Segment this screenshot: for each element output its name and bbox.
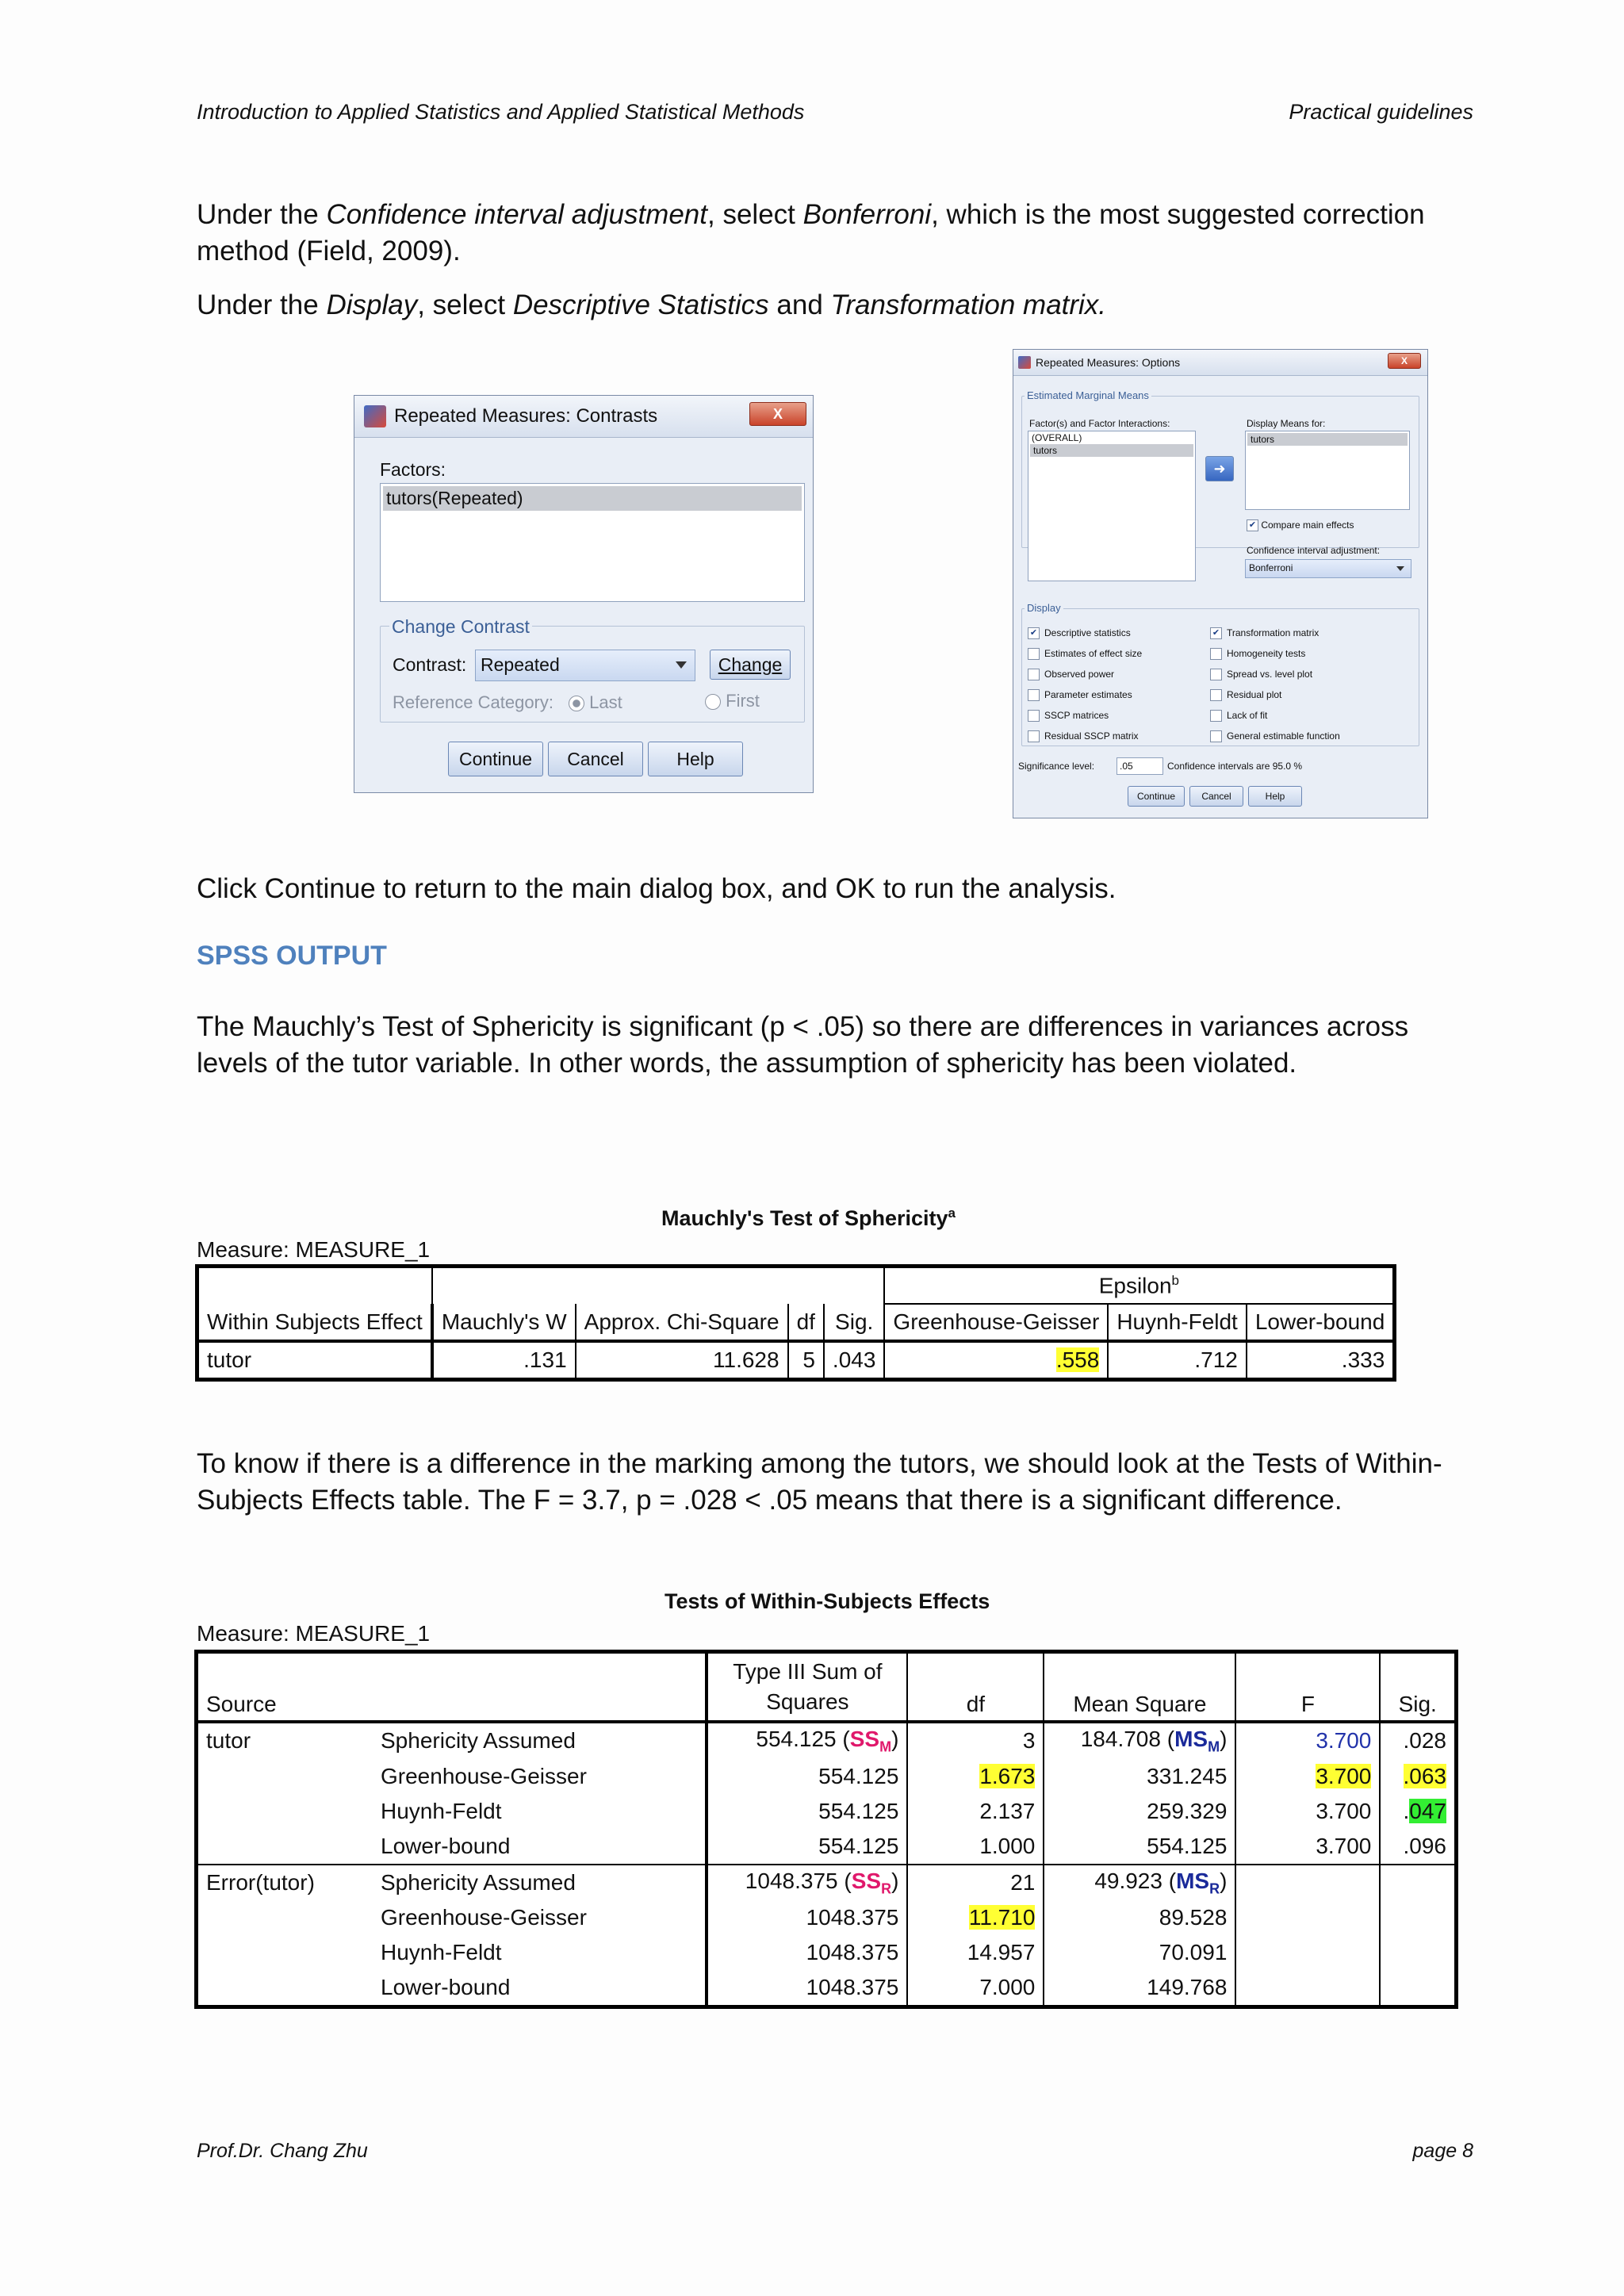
f-value: 3.700 <box>1316 1833 1372 1858</box>
tag-subscript: R <box>881 1880 892 1897</box>
value: 554.125 <box>756 1727 837 1751</box>
ss-cell <box>707 1865 907 1901</box>
checkbox-checked-icon: ✔ <box>1210 627 1222 639</box>
f-value: 3.700 <box>1316 1728 1372 1754</box>
value: 184.708 <box>1080 1727 1161 1751</box>
mauchly-header-2: Approx. Chi-Square <box>576 1304 788 1341</box>
df-value: 1.000 <box>979 1833 1036 1858</box>
f-cell <box>1235 1794 1380 1829</box>
df-value: 7.000 <box>979 1975 1036 2000</box>
f-value: 3.700 <box>1316 1798 1372 1823</box>
reference-category-label: Reference Category: <box>393 692 553 712</box>
display-left-checkbox-label: SSCP matrices <box>1044 710 1109 721</box>
options-titlebar <box>1013 350 1427 376</box>
mauchly-value: tutor <box>207 1347 252 1372</box>
ms-cell <box>1044 1829 1235 1865</box>
sig-header: Sig. <box>1398 1692 1437 1716</box>
mauchly-header-6: Huynh-Feldt <box>1108 1304 1247 1341</box>
wse-title: Tests of Within-Subjects Effects <box>665 1589 990 1613</box>
f-cell <box>1235 1900 1380 1935</box>
ms-cell <box>1044 1722 1235 1759</box>
effect-name: Greenhouse-Geisser <box>381 1763 587 1788</box>
table-row <box>197 1900 1457 1935</box>
close-icon[interactable]: X <box>1388 353 1421 369</box>
mauchly-cell-2 <box>576 1341 788 1380</box>
paragraph-within-subjects: To know if there is a difference in the marking among the tutors, we should look at the Tests of Within-Subjects Effects table. The F = 3.7, p = .028 < .05 means that there is a significant difference. <box>197 1448 1442 1516</box>
mauchly-cell-1 <box>432 1341 576 1380</box>
df-value: 3 <box>1022 1728 1036 1754</box>
df-cell <box>907 1794 1044 1829</box>
sig-cell <box>1380 1794 1456 1829</box>
wse-measure: Measure: MEASURE_1 <box>197 1621 431 1646</box>
value: 554.125 <box>818 1833 899 1858</box>
f-cell <box>1235 1935 1380 1970</box>
mauchly-measure: Measure: MEASURE_1 <box>197 1237 431 1262</box>
paren-open: ( <box>836 1727 850 1751</box>
df-value: 2.137 <box>979 1798 1036 1823</box>
close-icon[interactable]: X <box>749 402 806 426</box>
contrast-select[interactable]: Repeated <box>475 650 695 681</box>
mauchly-value: .131 <box>523 1347 567 1372</box>
value: 1048.375 <box>806 1905 899 1930</box>
compare-main-effects-checkbox[interactable]: ✔ Compare main effects <box>1247 519 1354 531</box>
sig-cell <box>1380 1970 1456 2007</box>
radio-first[interactable]: First <box>705 691 760 711</box>
ms-cell <box>1044 1759 1235 1794</box>
value: 554.125 <box>818 1763 899 1788</box>
help-button[interactable]: Help <box>1248 786 1302 807</box>
f-header: F <box>1235 1652 1380 1723</box>
value: 70.091 <box>1159 1940 1228 1965</box>
spss-app-icon <box>1018 356 1031 369</box>
paren-close: ) <box>891 1727 899 1751</box>
change-button[interactable]: Change <box>710 650 791 680</box>
checkbox-unchecked-icon <box>1210 730 1222 742</box>
table-row <box>197 1935 1457 1970</box>
spss-app-icon <box>364 405 386 427</box>
effect-cell <box>373 1759 707 1794</box>
factors-label: Factor(s) and Factor Interactions: <box>1029 418 1170 429</box>
mauchly-value: 11.628 <box>713 1347 779 1372</box>
checkbox-checked-icon: ✔ <box>1028 627 1040 639</box>
paragraph-ci-adjustment: Under the Confidence interval adjustment, select Bonferroni, which is the most suggested correction method (Field, 2009). <box>197 199 1425 266</box>
mauchly-header-3: df <box>788 1304 824 1341</box>
mauchly-header-4: Sig. <box>824 1304 885 1341</box>
chevron-down-icon <box>1396 566 1404 571</box>
display-left-checkbox-label: Residual SSCP matrix <box>1044 730 1139 742</box>
source-header: Source <box>197 1652 707 1723</box>
sig-value: . <box>1403 1798 1410 1823</box>
source-cell <box>197 1970 373 2007</box>
display-left-checkbox-0[interactable] <box>1028 623 1142 643</box>
table-row <box>197 1794 1457 1829</box>
cancel-button[interactable]: Cancel <box>1189 786 1243 807</box>
paren-open: ( <box>837 1868 852 1893</box>
display-right-checkbox-label: Spread vs. level plot <box>1227 669 1313 680</box>
checkbox-checked-icon: ✔ <box>1247 519 1258 531</box>
display-means-listbox[interactable] <box>1245 431 1410 510</box>
df-cell <box>907 1900 1044 1935</box>
table-row <box>197 1829 1457 1865</box>
value: 89.528 <box>1159 1905 1228 1930</box>
ms-cell <box>1044 1935 1235 1970</box>
display-left-checks <box>1028 623 1142 746</box>
display-group-title: Display <box>1025 602 1063 614</box>
display-right-checkbox-label: Transformation matrix <box>1227 627 1320 638</box>
effect-name: Lower-bound <box>381 1975 511 2000</box>
mauchly-value: 5 <box>802 1347 815 1372</box>
f-cell <box>1235 1759 1380 1794</box>
sig-cell <box>1380 1865 1456 1901</box>
significance-level-input[interactable]: .05 <box>1116 757 1163 775</box>
df-cell <box>907 1865 1044 1901</box>
contrast-label: Contrast: <box>393 654 467 675</box>
effect-cell <box>373 1829 707 1865</box>
f-cell <box>1235 1865 1380 1901</box>
value: 1048.375 <box>806 1940 899 1965</box>
factors-listbox[interactable] <box>1028 431 1196 581</box>
display-right-checkbox-2[interactable] <box>1210 664 1340 684</box>
paren-close: ) <box>891 1868 899 1893</box>
value: 1048.375 <box>806 1975 899 2000</box>
ci-percent-text: Confidence intervals are 95.0 % <box>1167 761 1303 772</box>
sig-value: .028 <box>1403 1728 1446 1754</box>
ms-cell <box>1044 1970 1235 2007</box>
f-cell <box>1235 1722 1380 1759</box>
mauchly-value: .558 <box>1055 1347 1100 1372</box>
continue-button[interactable]: Continue <box>1128 786 1185 807</box>
mauchly-cell-6 <box>1108 1341 1247 1380</box>
paragraph-display: Under the Display, select Descriptive Statistics and Transformation matrix. <box>197 289 1107 320</box>
source-cell <box>197 1759 373 1794</box>
effect-name: Huynh-Feldt <box>381 1940 502 1965</box>
display-left-checkbox-4[interactable] <box>1028 705 1142 726</box>
table-row <box>197 1865 1457 1901</box>
table-row <box>197 1759 1457 1794</box>
tag-subscript: M <box>879 1738 892 1755</box>
display-left-checkbox-label: Estimates of effect size <box>1044 648 1143 659</box>
ss-cell <box>707 1759 907 1794</box>
ss-cell <box>707 1829 907 1865</box>
factors-listbox[interactable] <box>380 483 805 602</box>
ms-cell <box>1044 1865 1235 1901</box>
mauchly-table <box>195 1264 1396 1382</box>
help-button[interactable]: Help <box>648 742 743 776</box>
paren-open: ( <box>1162 1868 1177 1893</box>
ci-adjustment-select[interactable]: Bonferroni <box>1245 559 1411 578</box>
value: 554.125 <box>818 1798 899 1823</box>
ms-cell <box>1044 1794 1235 1829</box>
effect-cell <box>373 1794 707 1829</box>
options-dialog <box>1013 349 1428 818</box>
paren-close: ) <box>1220 1868 1228 1893</box>
chevron-down-icon <box>676 661 687 669</box>
source-cell <box>197 1829 373 1865</box>
header-left: Introduction to Applied Statistics and Applied Statistical Methods <box>197 100 805 124</box>
display-right-checkbox-5[interactable] <box>1210 726 1340 746</box>
effect-cell <box>373 1865 707 1901</box>
tag: MS <box>1174 1727 1208 1751</box>
contrasts-titlebar <box>354 396 813 438</box>
mauchly-header-5: Greenhouse-Geisser <box>884 1304 1108 1341</box>
radio-last[interactable]: Last <box>569 692 622 713</box>
tag-subscript: M <box>1208 1738 1220 1755</box>
source-cell <box>197 1900 373 1935</box>
ss-cell <box>707 1794 907 1829</box>
df-cell <box>907 1759 1044 1794</box>
effect-name: Sphericity Assumed <box>381 1728 576 1754</box>
sig-cell <box>1380 1900 1456 1935</box>
section-heading: SPSS OUTPUT <box>197 941 387 971</box>
display-right-checkbox-3[interactable] <box>1210 684 1340 705</box>
display-left-checkbox-1[interactable] <box>1028 643 1142 664</box>
display-right-checkbox-label: Lack of fit <box>1227 710 1268 721</box>
factor-item[interactable]: tutors(Repeated) <box>383 486 802 511</box>
checkbox-unchecked-icon <box>1028 648 1040 660</box>
header-right: Practical guidelines <box>1289 100 1473 124</box>
df-value: 1.673 <box>979 1763 1036 1788</box>
df-cell <box>907 1935 1044 1970</box>
source-cell <box>197 1935 373 1970</box>
significance-level-label: Significance level: <box>1018 761 1095 772</box>
display-right-checkbox-label: Homogeneity tests <box>1227 648 1306 659</box>
paren-open: ( <box>1160 1727 1175 1751</box>
display-right-checkbox-0[interactable] <box>1210 623 1340 643</box>
mauchly-cell-5 <box>884 1341 1108 1380</box>
ci-adjustment-label: Confidence interval adjustment: <box>1247 545 1381 556</box>
sig-value: .096 <box>1403 1833 1446 1858</box>
df-value: 14.957 <box>967 1940 1036 1965</box>
ss-header: Type III Sum of Squares <box>707 1652 907 1723</box>
mauchly-cell-7 <box>1247 1341 1395 1380</box>
display-left-checkbox-3[interactable] <box>1028 684 1142 705</box>
display-left-checkbox-5[interactable] <box>1028 726 1142 746</box>
mauchly-value: .333 <box>1341 1347 1385 1372</box>
value: 49.923 <box>1094 1868 1162 1893</box>
effect-cell <box>373 1722 707 1759</box>
source-cell <box>197 1794 373 1829</box>
display-left-checkbox-label: Observed power <box>1044 669 1115 680</box>
display-means-label: Display Means for: <box>1247 418 1326 429</box>
df-header: df <box>907 1652 1044 1723</box>
display-right-checkbox-label: General estimable function <box>1227 730 1340 742</box>
mauchly-header-1: Mauchly's W <box>432 1304 576 1341</box>
df-value: 21 <box>1010 1869 1036 1895</box>
ss-cell <box>707 1935 907 1970</box>
display-right-checkbox-label: Residual plot <box>1227 689 1282 700</box>
radio-checked-icon <box>569 696 584 711</box>
ms-cell <box>1044 1900 1235 1935</box>
mauchly-header-7: Lower-bound <box>1247 1304 1395 1341</box>
value: 554.125 <box>1147 1833 1228 1858</box>
display-left-checkbox-2[interactable] <box>1028 664 1142 684</box>
effect-cell <box>373 1935 707 1970</box>
mauchly-cell-3 <box>788 1341 824 1380</box>
checkbox-unchecked-icon <box>1210 669 1222 680</box>
move-arrow-icon[interactable]: ➜ <box>1205 456 1234 481</box>
continue-button[interactable]: Continue <box>448 742 543 776</box>
source-label: tutor <box>206 1728 251 1754</box>
df-value: 11.710 <box>968 1905 1036 1930</box>
mauchly-value: .712 <box>1194 1347 1238 1372</box>
sig-cell <box>1380 1829 1456 1865</box>
mauchly-cell-4 <box>824 1341 885 1380</box>
f-cell <box>1235 1970 1380 2007</box>
epsilon-header: Epsilon$^b$ <box>884 1267 1394 1305</box>
change-contrast-title: Change Contrast <box>389 616 532 638</box>
display-means-item[interactable]: tutors <box>1247 433 1408 446</box>
df-cell <box>907 1829 1044 1865</box>
checkbox-unchecked-icon <box>1028 689 1040 701</box>
sig-cell <box>1380 1759 1456 1794</box>
ss-cell <box>707 1970 907 2007</box>
factors-label: Factors: <box>380 459 446 480</box>
checkbox-unchecked-icon <box>1210 689 1222 701</box>
factor-item-overall[interactable]: (OVERALL) <box>1032 432 1082 443</box>
df-cell <box>907 1970 1044 2007</box>
tag: SS <box>851 1868 882 1893</box>
contrasts-title: Repeated Measures: Contrasts <box>394 405 658 427</box>
ss-cell <box>707 1900 907 1935</box>
effect-name: Greenhouse-Geisser <box>381 1905 587 1930</box>
options-title: Repeated Measures: Options <box>1036 356 1181 369</box>
effect-cell <box>373 1900 707 1935</box>
mauchly-cell-0 <box>197 1341 432 1380</box>
mauchly-title: Mauchly's Test of Sphericity$^a$ <box>661 1205 956 1230</box>
sig-cell <box>1380 1935 1456 1970</box>
paren-close: ) <box>1220 1727 1228 1751</box>
checkbox-unchecked-icon <box>1028 669 1040 680</box>
display-left-checkbox-label: Parameter estimates <box>1044 689 1132 700</box>
source-cell <box>197 1865 373 1901</box>
checkbox-unchecked-icon <box>1210 710 1222 722</box>
ms-header: Mean Square <box>1044 1652 1235 1723</box>
checkbox-unchecked-icon <box>1028 730 1040 742</box>
tag-subscript: R <box>1209 1880 1220 1897</box>
paragraph-mauchly: The Mauchly’s Test of Sphericity is significant (p < .05) so there are differences in variances across levels of the tutor variable. In other words, the assumption of sphericity has been violated. <box>197 1011 1409 1079</box>
display-right-checkbox-4[interactable] <box>1210 705 1340 726</box>
paragraph-click-continue: Click Continue to return to the main dialog box, and OK to run the analysis. <box>197 873 1116 904</box>
factor-item-tutors[interactable]: tutors <box>1030 444 1193 457</box>
checkbox-unchecked-icon <box>1210 648 1222 660</box>
df-cell <box>907 1722 1044 1759</box>
cancel-button[interactable]: Cancel <box>548 742 643 776</box>
value: 149.768 <box>1147 1975 1228 2000</box>
f-cell <box>1235 1829 1380 1865</box>
footer-right: page 8 <box>1412 2140 1473 2162</box>
tag: SS <box>849 1727 880 1751</box>
display-right-checks <box>1210 623 1340 746</box>
wse-table <box>194 1650 1458 2009</box>
table-row <box>197 1970 1457 2007</box>
mauchly-header-0: Within Subjects Effect <box>197 1304 432 1341</box>
source-cell <box>197 1722 373 1759</box>
effect-name: Lower-bound <box>381 1833 511 1858</box>
table-row <box>197 1722 1457 1759</box>
effect-cell <box>373 1970 707 2007</box>
value: 259.329 <box>1147 1798 1228 1823</box>
ss-cell <box>707 1722 907 1759</box>
f-value: 3.700 <box>1316 1763 1372 1788</box>
effect-name: Sphericity Assumed <box>381 1869 576 1895</box>
tag: MS <box>1176 1868 1210 1893</box>
effect-name: Huynh-Feldt <box>381 1798 502 1823</box>
radio-unchecked-icon <box>705 694 721 710</box>
display-right-checkbox-1[interactable] <box>1210 643 1340 664</box>
footer-left: Prof.Dr. Chang Zhu <box>197 2140 368 2162</box>
contrasts-dialog <box>354 395 814 793</box>
value: 1048.375 <box>745 1868 838 1893</box>
sig-value: 047 <box>1409 1798 1446 1823</box>
emm-group-title: Estimated Marginal Means <box>1025 389 1151 401</box>
display-left-checkbox-label: Descriptive statistics <box>1044 627 1131 638</box>
sig-cell <box>1380 1722 1456 1759</box>
sig-value: .063 <box>1403 1763 1446 1788</box>
source-label: Error(tutor) <box>206 1869 315 1895</box>
mauchly-value: .043 <box>832 1347 876 1372</box>
value: 331.245 <box>1147 1763 1228 1788</box>
checkbox-unchecked-icon <box>1028 710 1040 722</box>
